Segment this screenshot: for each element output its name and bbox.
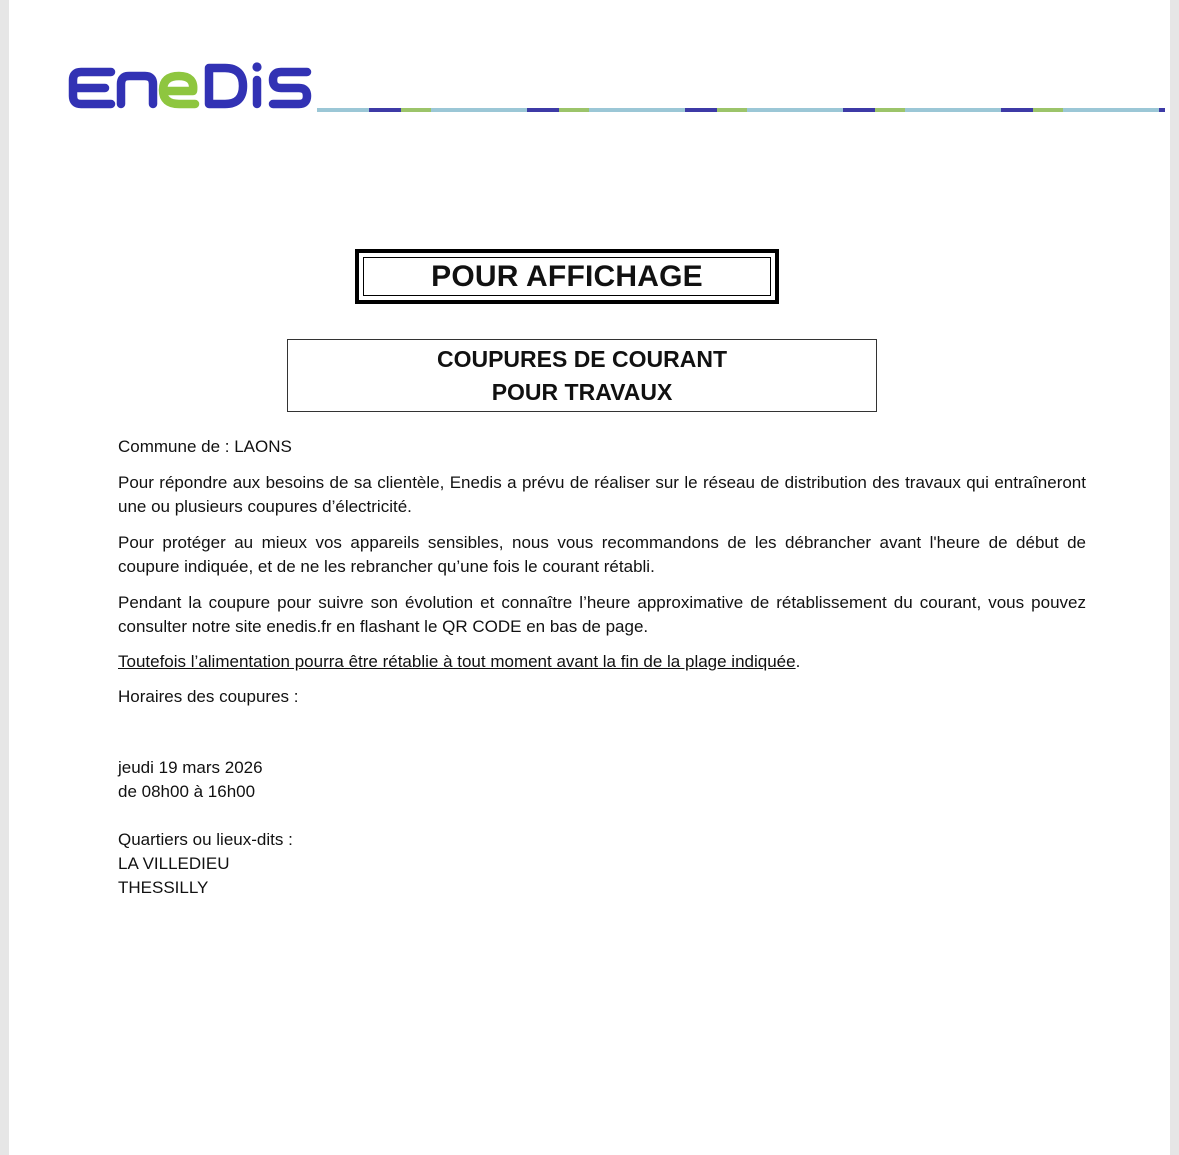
paragraph-tracking: Pendant la coupure pour suivre son évolution et connaître l’heure approximative de rétablissement du courant, vous pouvez consulter notre site enedis.fr en flashant le QR CODE en bas de page. [118, 593, 1086, 636]
notice-underlined-text: Toutefois l’alimentation pourra être rétablie à tout moment avant la fin de la plage indiquée [118, 652, 796, 671]
notice-line [118, 650, 1086, 674]
commune-line: Commune de : LAONS [118, 437, 292, 456]
notice-body [118, 435, 1086, 900]
location-item: THESSILLY [118, 878, 209, 897]
paragraph-works: Pour répondre aux besoins de sa clientèle, Enedis a prévu de réaliser sur le réseau de distribution des travaux qui entraîneront une ou plusieurs coupures d’électricité. [118, 473, 1086, 516]
location-item: LA VILLEDIEU [118, 854, 230, 873]
document-page [9, 0, 1170, 1155]
header-decorative-rule [317, 108, 1165, 112]
notice-end: . [795, 652, 801, 671]
subtitle-line-1: COUPURES DE COURANT [436, 345, 728, 372]
locations-label: Quartiers ou lieux-dits : [118, 830, 293, 849]
headline-frame [355, 249, 779, 304]
schedule-label: Horaires des coupures : [118, 687, 299, 706]
outage-time-range: de 08h00 à 16h00 [118, 782, 256, 801]
subtitle-frame [287, 339, 877, 412]
page-title: POUR AFFICHAGE [363, 257, 771, 296]
outage-date: jeudi 19 mars 2026 [118, 758, 263, 777]
subtitle-line-2: POUR TRAVAUX [491, 378, 673, 405]
paragraph-devices: Pour protéger au mieux vos appareils sensibles, nous vous recommandons de les débrancher avant l'heure de début de coupure indiquée, et de ne les rebrancher qu’une fois le courant rétabli. [118, 533, 1086, 576]
enedis-logo [67, 58, 312, 118]
